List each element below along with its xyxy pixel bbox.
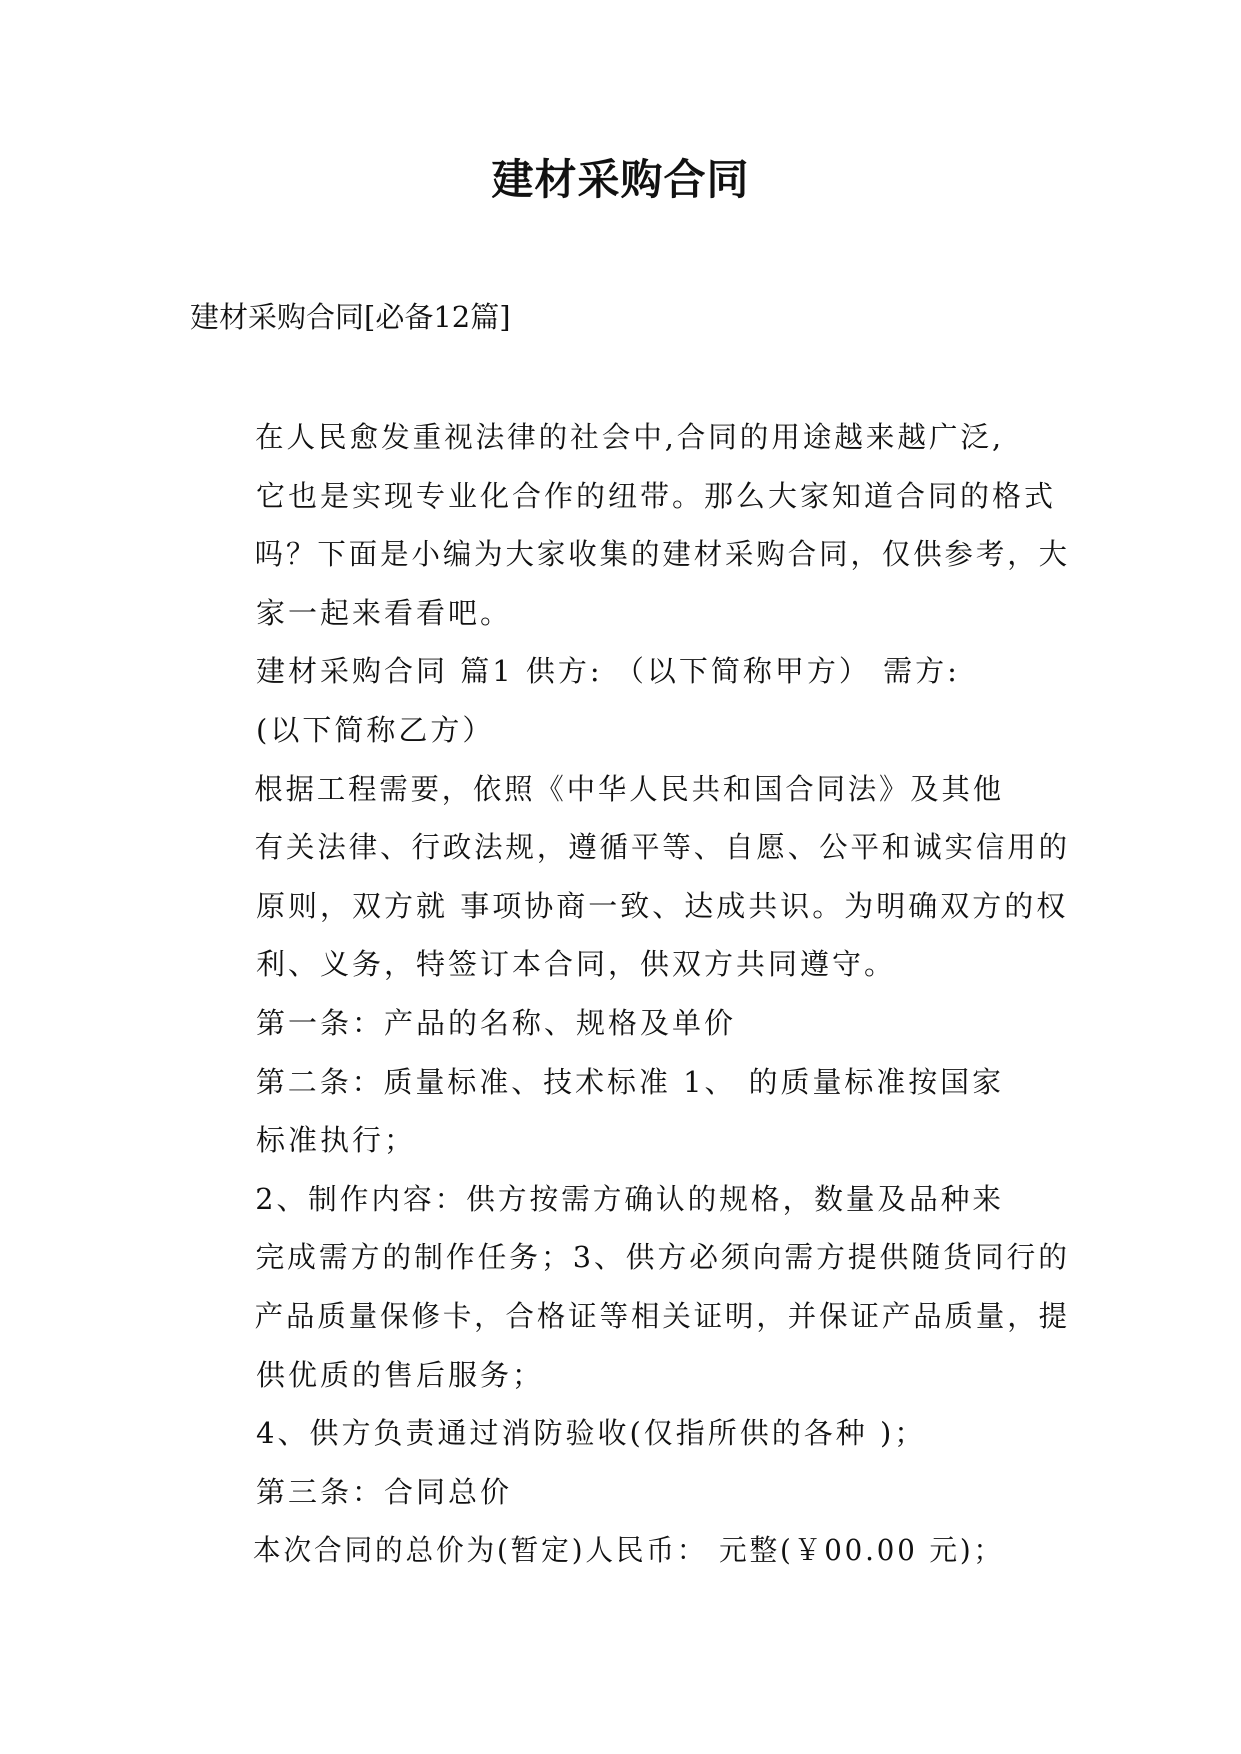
paragraph-line: 原则，双方就 事项协商一致、达成共识。为明确双方的权 — [256, 888, 1069, 923]
paragraph-line: (以下简称乙方） — [256, 712, 495, 747]
body-paragraph — [190, 760, 1070, 994]
paragraph-line: 根据工程需要，依照《中华人民共和国合同法》及其他 — [254, 771, 1004, 806]
body-paragraph — [190, 1404, 1070, 1463]
document-subtitle: 建材采购合同[必备12篇] — [190, 300, 511, 334]
paragraph-line: 建材采购合同 篇1 供方: （以下简称甲方） 需方: — [256, 654, 960, 689]
paragraph-line: 吗？下面是小编为大家收集的建材采购合同，仅供参考，大 — [254, 537, 1071, 572]
paragraph-line: 有关法律、行政法规，遵循平等、自愿、公平和诚实信用的 — [254, 830, 1071, 865]
paragraph-line: 它也是实现专业化合作的纽带。那么大家知道合同的格式 — [256, 478, 1057, 513]
paragraph-line: 标准执行； — [256, 1123, 417, 1158]
paragraph-line: 产品质量保修卡，合格证等相关证明，并保证产品质量，提 — [254, 1298, 1071, 1333]
paragraph-line: 完成需方的制作任务；3、供方必须向需方提供随货同行的 — [255, 1240, 1071, 1275]
paragraph-line: 本次合同的总价为(暂定)人民币： 元整(￥00.00 元)； — [252, 1533, 1004, 1568]
paragraph-line: 第二条：质量标准、技术标准 1、 的质量标准按国家 — [255, 1064, 1005, 1099]
paragraph-line: 在人民愈发重视法律的社会中,合同的用途越来越广泛, — [255, 420, 1004, 454]
paragraph-line: 2、制作内容：供方按需方确认的规格，数量及品种来 — [255, 1181, 1005, 1216]
body-paragraph — [190, 1463, 1070, 1522]
body-paragraph — [190, 642, 1070, 759]
paragraph-line: 第三条：合同总价 — [256, 1474, 513, 1509]
paragraph-line: 利、义务，特签订本合同，供双方共同遵守。 — [256, 947, 897, 982]
body-paragraph — [190, 1053, 1070, 1170]
body-paragraph — [190, 1170, 1070, 1404]
body-paragraph — [190, 408, 1070, 642]
paragraph-line: 供优质的售后服务； — [256, 1357, 545, 1392]
document-title: 建材采购合同 — [491, 155, 750, 204]
paragraph-line: 家一起来看看吧。 — [256, 595, 513, 630]
document-body — [190, 408, 1070, 1580]
body-paragraph — [190, 1521, 1070, 1580]
body-paragraph — [190, 994, 1070, 1053]
paragraph-line: 第一条：产品的名称、规格及单价 — [256, 1005, 737, 1040]
paragraph-line: 4、供方负责通过消防验收(仅指所供的各种 )； — [256, 1416, 927, 1451]
